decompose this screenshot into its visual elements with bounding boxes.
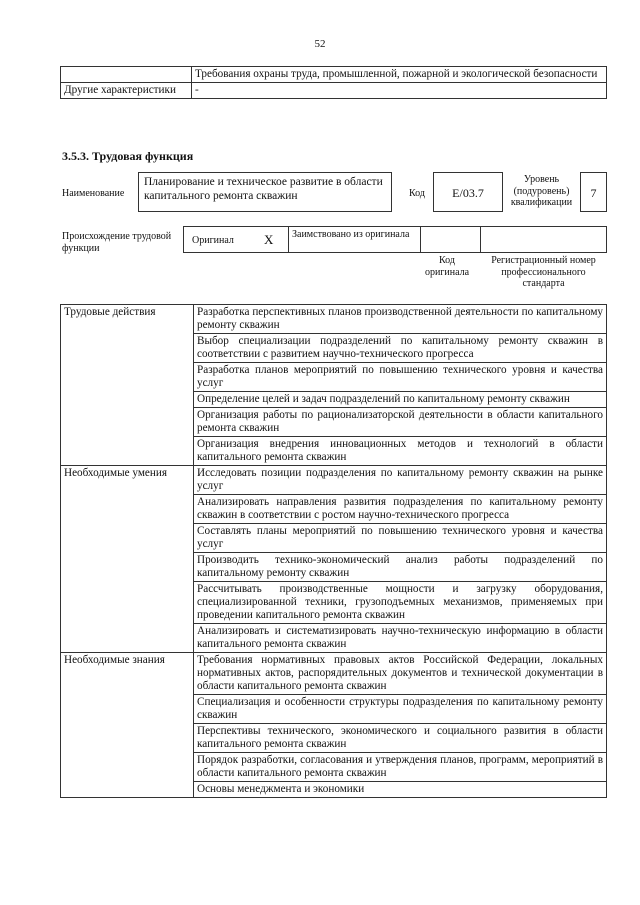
table-row <box>61 624 607 653</box>
original-label: Оригинал <box>192 235 234 246</box>
table-row <box>61 653 607 695</box>
group-label <box>61 753 194 782</box>
table-row <box>61 582 607 624</box>
table-row <box>61 363 607 392</box>
row-label <box>61 67 192 83</box>
group-label <box>61 408 194 437</box>
origin-box <box>183 226 607 253</box>
group-item: Анализировать и систематизировать научно-техническую информацию в области капитального ремонта скважин <box>194 624 607 653</box>
group-item: Требования нормативных правовых актов Российской Федерации, локальных нормативных актов, распорядительных документов и технической документации в области капитального ремонта скважин <box>194 653 607 695</box>
group-label: Необходимые умения <box>61 466 194 495</box>
code-label: Код <box>409 188 425 199</box>
group-item: Порядок разработки, согласования и утверждения планов, программ, мероприятий в области капитального ремонта скважин <box>194 753 607 782</box>
group-label <box>61 437 194 466</box>
group-item: Составлять планы мероприятий по повышению технического уровня и качества услуг <box>194 524 607 553</box>
table-row <box>61 392 607 408</box>
table-row <box>61 67 607 83</box>
divider <box>420 226 421 253</box>
table-row <box>61 437 607 466</box>
table-row <box>61 83 607 99</box>
table-row <box>61 408 607 437</box>
divider <box>480 226 481 253</box>
group-item: Исследовать позиции подразделения по капитальному ремонту скважин на рынке услуг <box>194 466 607 495</box>
table-row <box>61 495 607 524</box>
borrowed-label: Заимствовано из оригинала <box>292 229 410 240</box>
top-table <box>60 66 607 99</box>
row-value: Требования охраны труда, промышленной, пожарной и экологической безопасности <box>192 67 607 83</box>
table-row <box>61 553 607 582</box>
reg-number-label: Регистрационный номер профессионального стандарта <box>491 255 596 289</box>
group-item: Разработка перспективных планов производственной деятельности по капитальному ремонту скважин <box>194 305 607 334</box>
group-label <box>61 334 194 363</box>
section-title: 3.5.3. Трудовая функция <box>62 149 194 163</box>
group-item: Основы менеджмента и экономики <box>194 782 607 798</box>
group-label <box>61 524 194 553</box>
group-item: Определение целей и задач подразделений по капитальному ремонту скважин <box>194 392 607 408</box>
row-label: Другие характеристики <box>61 83 192 99</box>
group-item: Производить технико-экономический анализ работы подразделений по капитальному ремонту скважин <box>194 553 607 582</box>
table-row <box>61 753 607 782</box>
qualification-level: 7 <box>580 172 607 212</box>
table-row <box>61 724 607 753</box>
group-label <box>61 724 194 753</box>
function-name: Планирование и техническое развитие в области капитального ремонта скважин <box>138 172 392 212</box>
code-original-label: Код оригинала <box>424 255 470 278</box>
page-number: 52 <box>314 38 326 50</box>
level-label: Уровень (подуровень) квалификации <box>510 174 573 208</box>
table-row <box>61 524 607 553</box>
original-mark: X <box>264 232 274 247</box>
group-label <box>61 695 194 724</box>
group-item: Организация работы по рационализаторской деятельности в области капитального ремонта скважин <box>194 408 607 437</box>
group-label <box>61 392 194 408</box>
group-item: Выбор специализации подразделений по капитальному ремонту скважин в соответствии с развитием научно-технического прогресса <box>194 334 607 363</box>
origin-label: Происхождение трудовой функции <box>62 231 172 254</box>
group-item: Рассчитывать производственные мощности и загрузку оборудования, специализированной техники, грузоподъемных механизмов, применяемых при проведении капитального ремонта скважин <box>194 582 607 624</box>
name-label: Наименование <box>62 188 125 199</box>
function-code: E/03.7 <box>433 172 503 212</box>
divider <box>288 226 289 253</box>
group-item: Разработка планов мероприятий по повышению технического уровня и качества услуг <box>194 363 607 392</box>
group-label: Необходимые знания <box>61 653 194 695</box>
group-label <box>61 782 194 798</box>
table-row <box>61 466 607 495</box>
group-item: Перспективы технического, экономического и социального развития в области капитального ремонта скважин <box>194 724 607 753</box>
group-label <box>61 553 194 582</box>
group-label <box>61 582 194 624</box>
group-label <box>61 363 194 392</box>
table-row <box>61 305 607 334</box>
group-label <box>61 624 194 653</box>
table-row <box>61 695 607 724</box>
group-label: Трудовые действия <box>61 305 194 334</box>
group-label <box>61 495 194 524</box>
main-table <box>60 304 607 798</box>
table-row <box>61 782 607 798</box>
group-item: Специализация и особенности структуры подразделения по капитальному ремонту скважин <box>194 695 607 724</box>
table-row <box>61 334 607 363</box>
group-item: Организация внедрения инновационных методов и технологий в области капитального ремонта скважин <box>194 437 607 466</box>
group-item: Анализировать направления развития подразделения по капитальному ремонту скважин в соответствии с ростом научно-технического прогресса <box>194 495 607 524</box>
row-value: - <box>192 83 607 99</box>
